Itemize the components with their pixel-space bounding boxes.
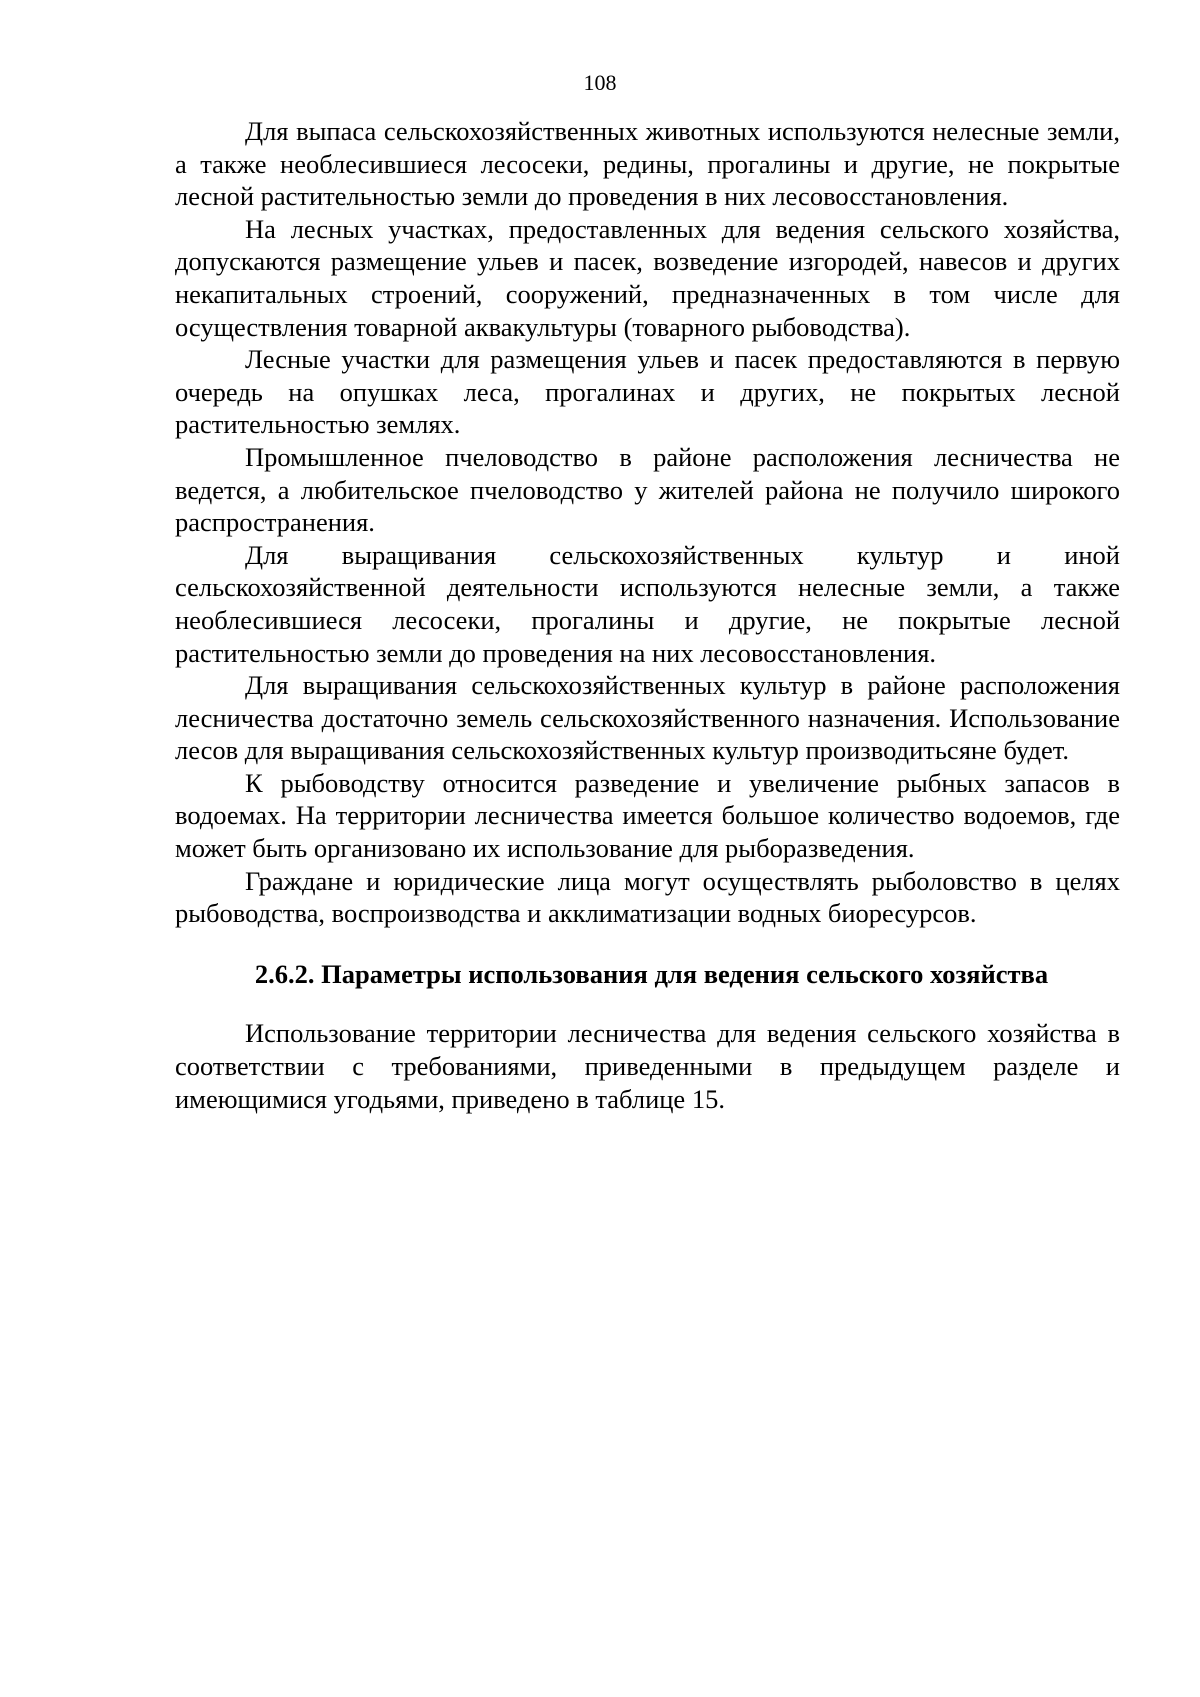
paragraph-crop-growing: Для выращивания сельскохозяйственных культур и иной сельскохозяйственной деятельности используются нелесные земли, а также необлесившиеся лесосеки, прогалины и другие, не покрытые лесной растительностью земли до проведения на них лесовосстановления. [175,539,1120,668]
body-text [175,115,1120,1115]
paragraph-fishing: Граждане и юридические лица могут осуществлять рыболовство в целях рыбоводства, воспроизводства и акклиматизации водных биоресурсов. [175,865,1120,929]
paragraph-beekeeping: Промышленное пчеловодство в районе расположения лесничества не ведется, а любительское пчеловодство у жителей района не получило широкого распространения. [175,441,1120,538]
paragraph-territory-use: Использование территории лесничества для ведения сельского хозяйства в соответствии с требованиями, приведенными в предыдущем разделе и имеющимися угодьями, приведено в таблице 15. [175,1018,1120,1114]
page-number: 108 [583,70,617,95]
paragraph-livestock-grazing: Для выпаса сельскохозяйственных животных используются нелесные земли, а также необлесившиеся лесосеки, редины, прогалины и другие, не покрытые лесной растительностью земли до проведения в них лесовосстановления. [175,116,1120,212]
paragraph-structures-allowed: На лесных участках, предоставленных для ведения сельского хозяйства, допускаются размещение ульев и пасек, возведение изгородей, навесов и других некапитальных строений, сооружений, предназначенных в том числе для осуществления товарной аквакультуры (товарного рыбоводства). [175,213,1120,342]
paragraph-fish-farming: К рыбоводству относится разведение и увеличение рыбных запасов в водоемах. На территории лесничества имеется большое количество водоемов, где может быть организовано их использование для рыборазведения. [175,767,1120,864]
paragraph-agricultural-land: Для выращивания сельскохозяйственных культур в районе расположения лесничества достаточно земель сельскохозяйственного назначения. Использование лесов для выращивания сельскохозяйственных культур производитьсяне будет. [175,670,1120,766]
section-heading: 2.6.2. Параметры использования для ведения сельского хозяйства [254,958,1049,989]
paragraph-beehives: Лесные участки для размещения ульев и пасек предоставляются в первую очередь на опушках леса, прогалинах и других, не покрытых лесной растительностью землях. [175,344,1120,440]
